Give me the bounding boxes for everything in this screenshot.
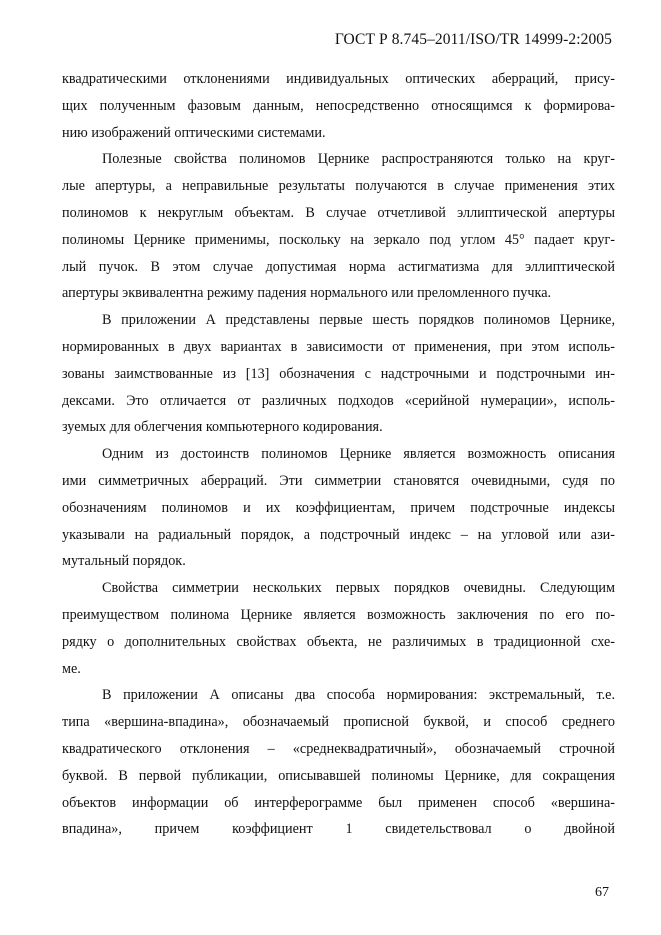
- text-line: буквой. В первой публикации, описывавшей полиномы Цернике, для сокращения: [62, 767, 615, 784]
- text-line: зуемых для облегчения компьютерного кодирования.: [62, 419, 383, 436]
- text-line: преимуществом полинома Цернике является возможность заключения по его по-: [62, 606, 615, 623]
- text-line: полиномов к некруглым объектам. В случае отчетливой эллиптической апертуры: [62, 204, 615, 221]
- text-line: квадратическими отклонениями индивидуальных оптических аберраций, прису-: [62, 71, 615, 87]
- text-line: полиномы Цернике применимы, поскольку на зеркало под углом 45° падает круг-: [62, 231, 615, 248]
- text-line: зованы заимствованные из [13] обозначения с надстрочными и подстрочными ин-: [62, 365, 615, 382]
- text-line: указывали на радиальный порядок, а подстрочный индекс – на угловой или ази-: [62, 526, 615, 543]
- text-line: лый пучок. В этом случае допустимая норма астигматизма для эллиптической: [62, 258, 615, 275]
- page-number: 67: [595, 885, 609, 900]
- document-body: [62, 66, 615, 843]
- text-line: ме.: [62, 660, 81, 677]
- text-line: типа «вершина-впадина», обозначаемый прописной буквой, и способ среднего: [62, 714, 615, 731]
- text-line: Одним из достоинств полиномов Цернике является возможность описания: [102, 446, 615, 463]
- text-line: ими симметричных аберраций. Эти симметрии становятся очевидными, судя по: [62, 472, 615, 489]
- text-line: В приложении А представлены первые шесть порядков полиномов Цернике,: [102, 312, 615, 329]
- text-line: объектов информации об интерферограмме был применен способ «вершина-: [62, 794, 615, 811]
- document-header: ГОСТ Р 8.745–2011/ISO/TR 14999-2:2005: [334, 31, 612, 48]
- text-line: рядку о дополнительных свойствах объекта, не различимых в традиционной схе-: [62, 633, 615, 650]
- text-line: лые апертуры, а неправильные результаты получаются в случае применения этих: [62, 178, 615, 195]
- text-line: квадратического отклонения – «среднеквадратичный», обозначаемый строчной: [62, 740, 615, 757]
- text-line: В приложении А описаны два способа нормирования: экстремальный, т.е.: [102, 687, 615, 704]
- text-line: нормированных в двух вариантах в зависимости от применения, при этом исполь-: [62, 338, 615, 355]
- text-line: Свойства симметрии нескольких первых порядков очевидны. Следующим: [102, 580, 615, 597]
- text-line: дексами. Это отличается от различных подходов «серийной нумерации», исполь-: [62, 392, 615, 409]
- text-line: щих полученным фазовым данным, непосредственно относящимся к формирова-: [62, 97, 615, 114]
- text-line: впадина», причем коэффициент 1 свидетельствовал о двойной: [62, 821, 615, 838]
- text-line: Полезные свойства полиномов Цернике распространяются только на круг-: [102, 151, 615, 168]
- text-line: мутальный порядок.: [62, 553, 186, 570]
- text-line: нию изображений оптическими системами.: [62, 124, 326, 141]
- text-line: апертуры эквивалентна режиму падения нормального или преломленного пучка.: [62, 285, 552, 302]
- text-line: обозначениям полиномов и их коэффициентам, причем подстрочные индексы: [62, 499, 615, 516]
